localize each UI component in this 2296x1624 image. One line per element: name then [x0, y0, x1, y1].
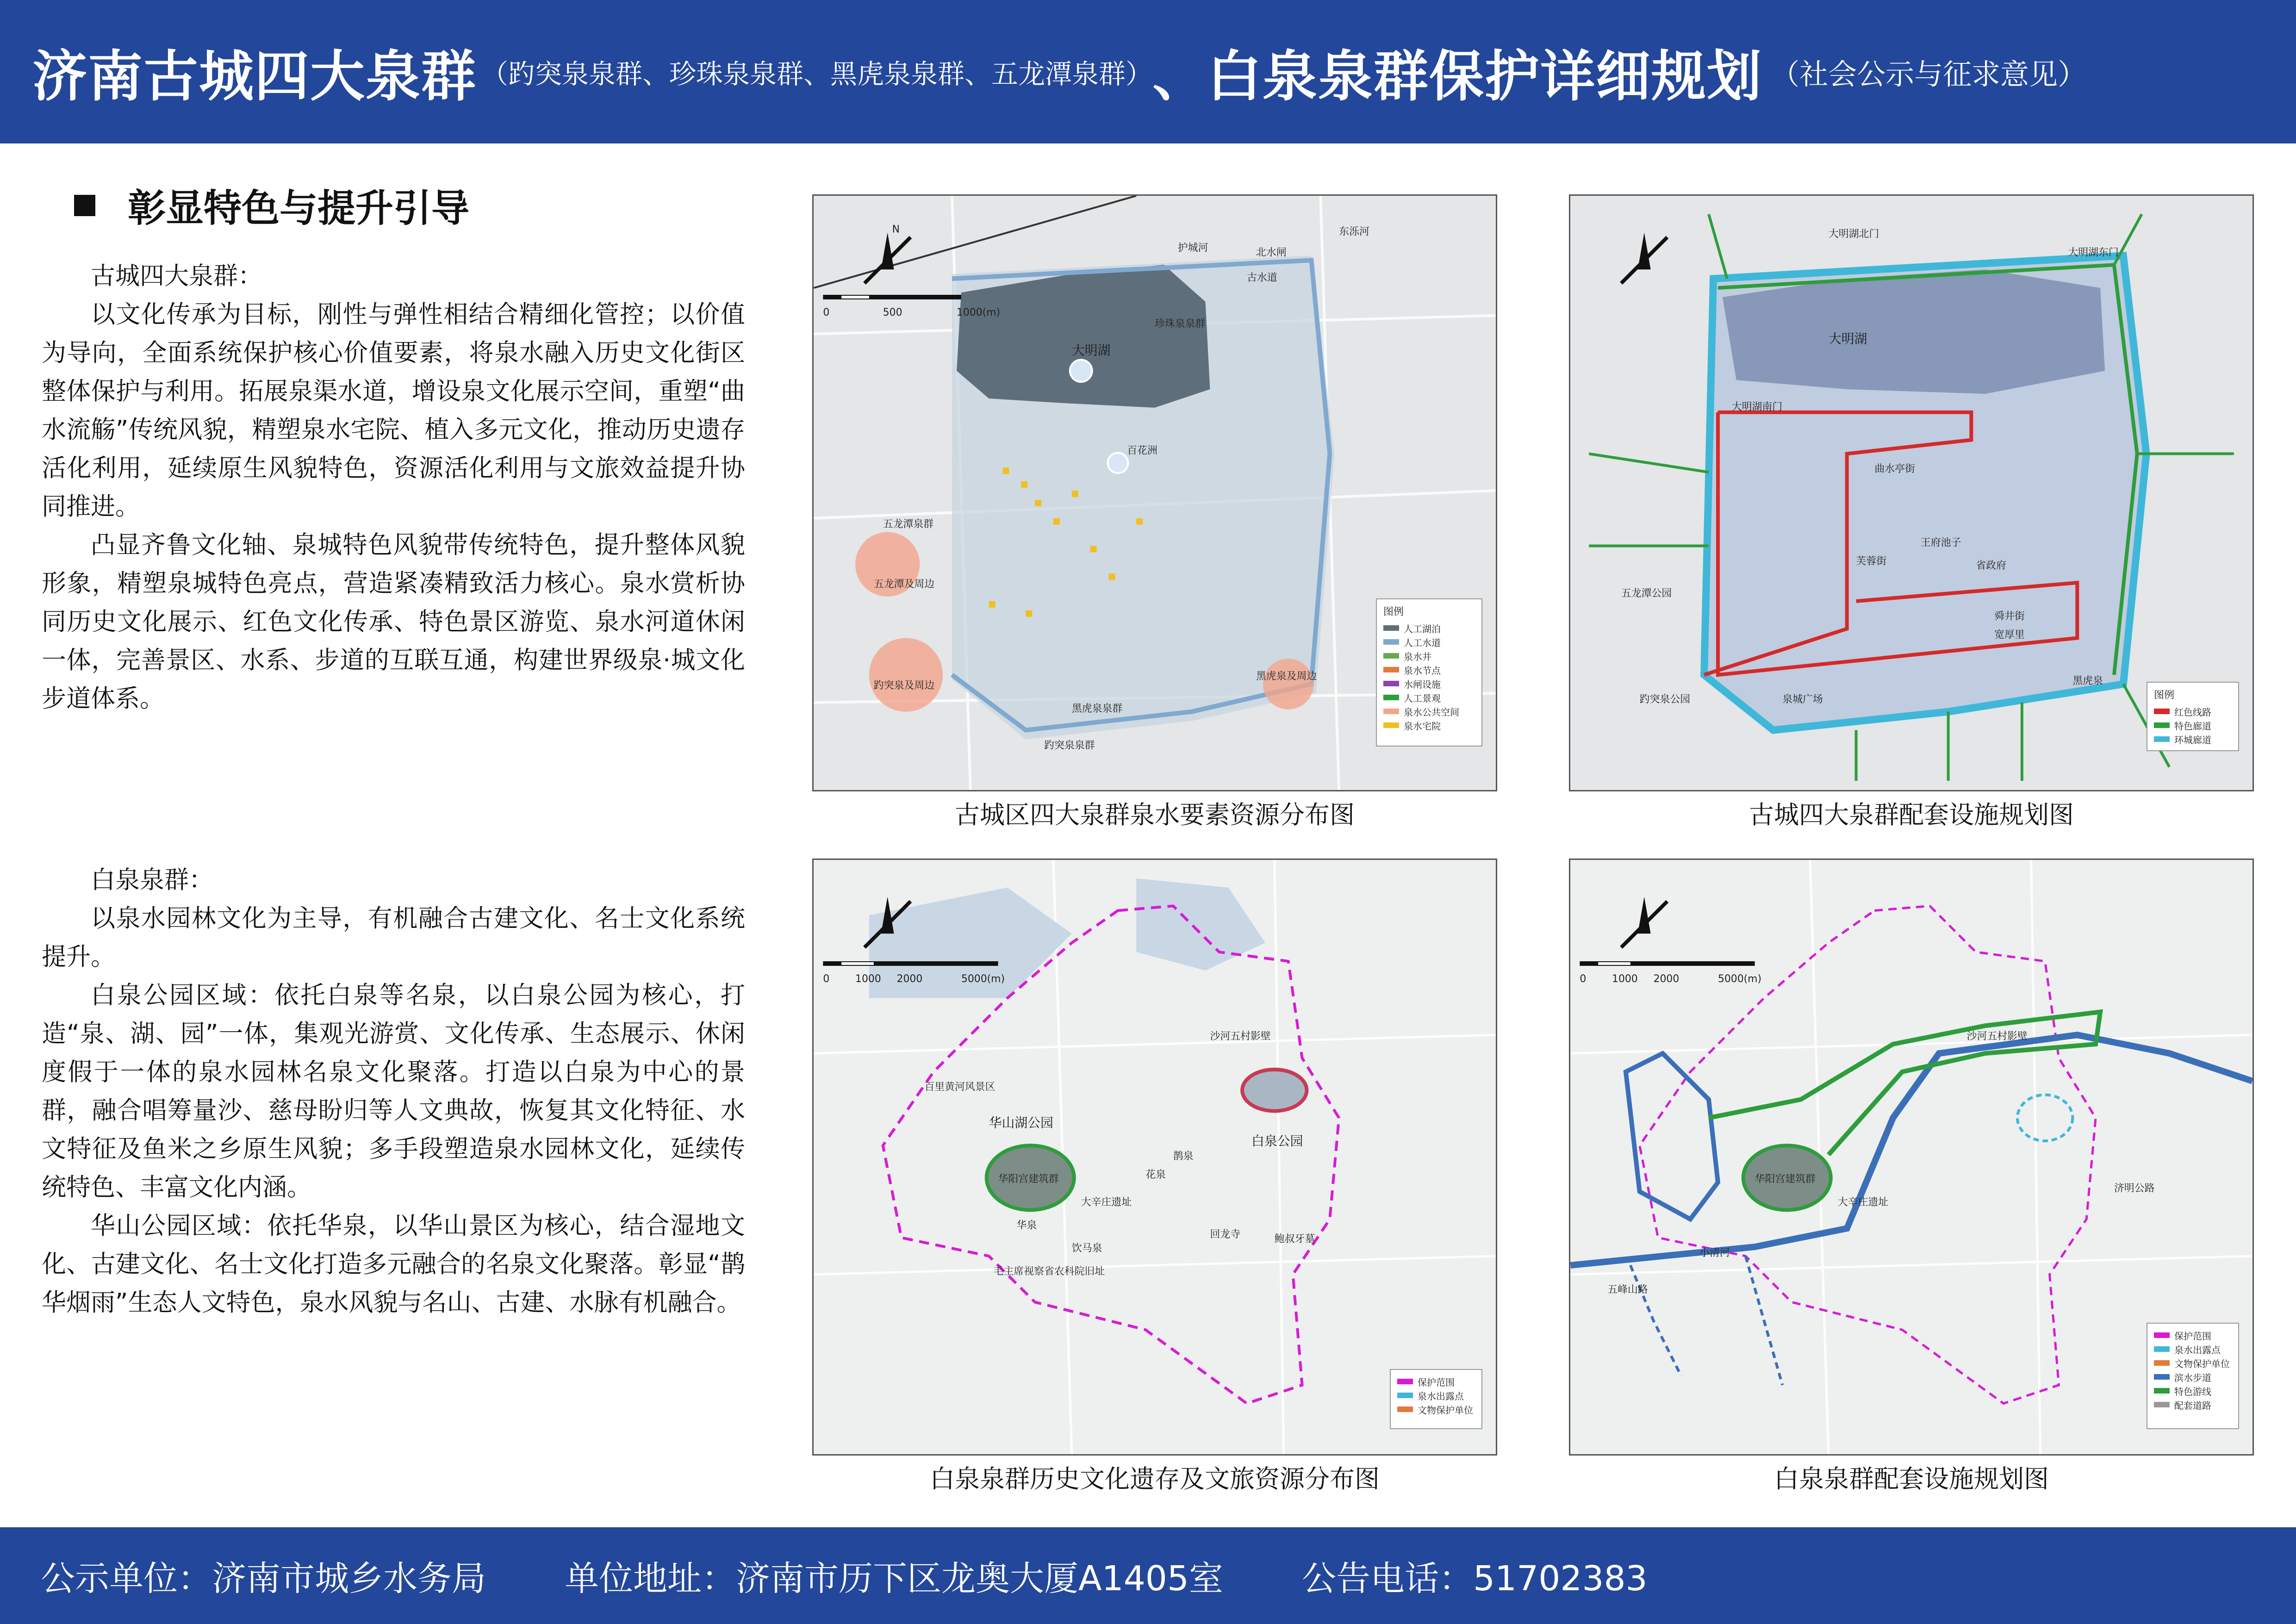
svg-text:N: N	[892, 224, 900, 236]
map-label-maozedong: 毛主席视察省农科院旧址	[993, 1265, 1105, 1277]
legend-item: 泉水井	[1383, 649, 1475, 663]
legend-item: 文物保护单位	[2154, 1356, 2232, 1370]
legend-item: 泉水节点	[1383, 663, 1475, 677]
map-label-quhui: 曲水亭街	[1874, 463, 1915, 475]
paragraph: 以泉水园林文化为主导，有机融合古建文化、名士文化系统提升。	[42, 904, 745, 971]
map-label-huayang: 华阳宫建筑群	[1755, 1173, 1816, 1185]
title-sep: 、	[1152, 44, 1207, 108]
map-label-dongluo: 东泺河	[1339, 226, 1369, 238]
section-heading-text: 彰显特色与提升引导	[128, 187, 470, 230]
scale-label-1000: 1000	[1612, 973, 1638, 985]
block-label: 古城四大泉群：	[91, 262, 262, 290]
legend-item: 泉水出露点	[1397, 1388, 1475, 1402]
map-label-heihu-edge: 黑虎泉及周边	[1256, 671, 1317, 683]
map-label-daxinzhuang: 大辛庄遗址	[1081, 1196, 1132, 1208]
text-block-old-city	[42, 257, 745, 718]
legend-item: 保护范围	[1397, 1375, 1475, 1388]
map-label-wulong: 五龙潭泉群	[883, 518, 934, 530]
block-label: 白泉泉群：	[91, 866, 213, 894]
legend-item: 环城廊道	[2154, 732, 2232, 746]
map-label-baotu: 趵突泉泉群	[1044, 740, 1095, 752]
map-facility-plan	[1569, 194, 2254, 791]
map-baiquan-heritage-graphic	[814, 860, 1496, 1454]
map-spring-resources	[812, 194, 1497, 791]
caption-map4: 白泉泉群配套设施规划图	[1774, 1464, 2049, 1493]
map-label-daming-s: 大明湖南门	[1731, 401, 1783, 413]
footer-address: 单位地址：济南市历下区龙奥大厦A1405室	[565, 1558, 1223, 1599]
map-label-huaquan2: 花泉	[1145, 1169, 1166, 1181]
legend-item: 特色游线	[2154, 1384, 2232, 1398]
legend-item: 配套道路	[2154, 1398, 2232, 1412]
map-label-baili: 百里黄河风景区	[924, 1081, 996, 1093]
header-bar	[0, 0, 2296, 143]
map-label-huaquan: 华泉	[1016, 1220, 1037, 1232]
legend-item: 特色廊道	[2154, 718, 2232, 732]
map-legend	[1390, 1369, 1482, 1429]
map-label-shengzhengfu: 省政府	[1976, 560, 2006, 572]
caption-map3: 白泉泉群历史文化遗存及文旅资源分布图	[930, 1464, 1380, 1493]
scale-label-1000: 1000(m)	[957, 306, 1001, 318]
map-label-shahe: 沙河五村影壁	[1210, 1031, 1271, 1043]
map-legend	[2147, 682, 2239, 751]
map-label-daming-n: 大明湖北门	[1828, 228, 1879, 240]
map-label-hucheng: 护城河	[1177, 242, 1208, 254]
map-label-kuanhouli: 宽厚里	[1994, 629, 2025, 641]
scale-label-5000: 5000(m)	[961, 973, 1005, 985]
footer-bar	[0, 1527, 2296, 1624]
map-label-baiquan-park: 白泉公园	[1251, 1133, 1303, 1149]
scale-label-2000: 2000	[1653, 973, 1680, 985]
map-label-luanquan: 鹊泉	[1173, 1150, 1194, 1162]
map-label-daming-e: 大明湖东门	[2068, 247, 2119, 259]
legend-title: 图例	[1383, 606, 1404, 618]
legend-item: 文物保护单位	[1397, 1402, 1475, 1416]
legend-item: 泉水公共空间	[1383, 704, 1475, 718]
caption-map2: 古城四大泉群配套设施规划图	[1749, 800, 2074, 829]
title-note: （社会公示与征求意见）	[1771, 57, 2087, 91]
map-label-quancheng: 泉城广场	[1782, 693, 1823, 705]
legend-item: 水闸设施	[1383, 677, 1475, 691]
map-label-wangfu: 王府池子	[1920, 537, 1961, 549]
scale-label-0: 0	[823, 306, 830, 318]
map-legend	[1376, 598, 1482, 747]
scale-label-500: 500	[883, 306, 902, 318]
map-label-daming: 大明湖	[1071, 342, 1111, 358]
map-label-huayang: 华阳宫建筑群	[998, 1173, 1059, 1185]
map-label-daming: 大明湖	[1828, 331, 1867, 347]
map-label-xiaoqing: 小清河	[1699, 1247, 1730, 1259]
map-label-baotu-edge: 趵突泉及周边	[873, 680, 935, 692]
legend-item: 红色线路	[2154, 704, 2232, 718]
footer-phone: 公告电话：51702383	[1301, 1558, 1648, 1599]
scale-label-1000: 1000	[855, 973, 881, 985]
map-label-bao: 鲍叔牙墓	[1274, 1233, 1315, 1245]
paragraph: 以文化传承为目标，刚性与弹性相结合精细化管控；以价值为导向，全面系统保护核心价值要素，将泉水融入历史文化街区整体保护与利用。拓展泉渠水道，增设泉文化展示空间，重塑“曲水流觞”传统风貌，精塑泉水宅院、植入多元文化，推动历史遗存活化利用，延续原生风貌特色，资源活化利用与文旅效益提升协同推进。	[42, 300, 745, 521]
map-baiquan-facility	[1569, 859, 2254, 1456]
scale-label-5000: 5000(m)	[1717, 973, 1762, 985]
scale-label-0: 0	[823, 973, 830, 985]
legend-item: 人工景观	[1383, 691, 1475, 704]
text-block-baiquan	[42, 861, 745, 1322]
legend-item: 泉水宅院	[1383, 718, 1475, 732]
paragraph: 华山公园区域：依托华泉，以华山景区为核心，结合湿地文化、古建文化、名士文化打造多元融合的名泉文化聚落。彰显“鹊华烟雨”生态人文特色，泉水风貌与名山、古建、水脉有机融合。	[42, 1212, 745, 1317]
title-paren: （趵突泉泉群、珍珠泉泉群、黑虎泉泉群、五龙潭泉群）	[481, 58, 1153, 90]
map-label-zhenzhu: 珍珠泉泉群	[1155, 318, 1206, 330]
map-label-baihua: 百花洲	[1127, 445, 1157, 457]
scale-label-2000: 2000	[896, 973, 923, 985]
map-label-wulong: 五龙潭公园	[1621, 587, 1672, 599]
section-heading	[74, 178, 469, 232]
map-legend	[2147, 1323, 2239, 1429]
title-part1: 济南古城四大泉群	[32, 44, 477, 108]
map-label-daxinzhuang: 大辛庄遗址	[1837, 1196, 1889, 1208]
legend-item: 泉水出露点	[2154, 1342, 2232, 1356]
scale-label-0: 0	[1580, 973, 1587, 985]
legend-item: 滨水步道	[2154, 1370, 2232, 1384]
title-part2: 白泉泉群保护详细规划	[1207, 44, 1763, 108]
map-label-jiming: 济明公路	[2114, 1182, 2155, 1195]
map-label-huashan-park: 华山湖公园	[989, 1115, 1053, 1131]
map-label-huixiansi: 回龙寺	[1210, 1229, 1241, 1241]
legend-item: 保护范围	[2154, 1328, 2232, 1342]
paragraph: 白泉公园区域：依托白泉等名泉，以白泉公园为核心，打造“泉、湖、园”一体，集观光游赏、文化传承、生态展示、休闲度假于一体的泉水园林名泉文化聚落。打造以白泉为中心的景群，融合唱筹量沙、慈母盼归等人文典故，恢复其文化特征、水文特征及鱼米之乡原生风貌；多手段塑造泉水园林文化，延续传统特色、丰富文化内涵。	[42, 981, 745, 1201]
map-label-heihu: 黑虎泉泉群	[1071, 703, 1123, 715]
map-label-wulong-edge: 五龙潭及周边	[873, 579, 935, 591]
map-label-shahe: 沙河五村影壁	[1966, 1031, 2028, 1043]
map-label-yinma: 饮马泉	[1071, 1243, 1102, 1255]
legend-item: 人工湖泊	[1383, 621, 1475, 635]
map-label-baotu: 趵突泉公园	[1639, 693, 1691, 705]
map-label-shungeng: 舜井街	[1994, 610, 2025, 622]
paragraph: 凸显齐鲁文化轴、泉城特色风貌带传统特色，提升整体风貌形象，精塑泉城特色亮点，营造紧凑精致活力核心。泉水赏析协同历史文化展示、红色文化传承、特色景区游览、泉水河道休闲一体，完善景区、水系、步道的互联互通，构建世界级泉·城文化步道体系。	[42, 531, 745, 713]
map-label-wufeng: 五峰山路	[1607, 1284, 1648, 1296]
legend-title: 图例	[2154, 690, 2175, 701]
map-label-beishui: 北水闸	[1256, 247, 1287, 259]
map-label-gushui: 古水道	[1247, 272, 1277, 284]
square-bullet-icon	[74, 195, 95, 216]
map-baiquan-heritage	[812, 859, 1497, 1456]
map-label-heihu: 黑虎泉	[2072, 675, 2103, 687]
caption-map1: 古城区四大泉群泉水要素资源分布图	[955, 800, 1355, 829]
footer-unit: 公示单位：济南市城乡水务局	[41, 1558, 486, 1599]
map-label-furong: 芙蓉街	[1856, 555, 1887, 567]
legend-item: 人工水道	[1383, 635, 1475, 649]
